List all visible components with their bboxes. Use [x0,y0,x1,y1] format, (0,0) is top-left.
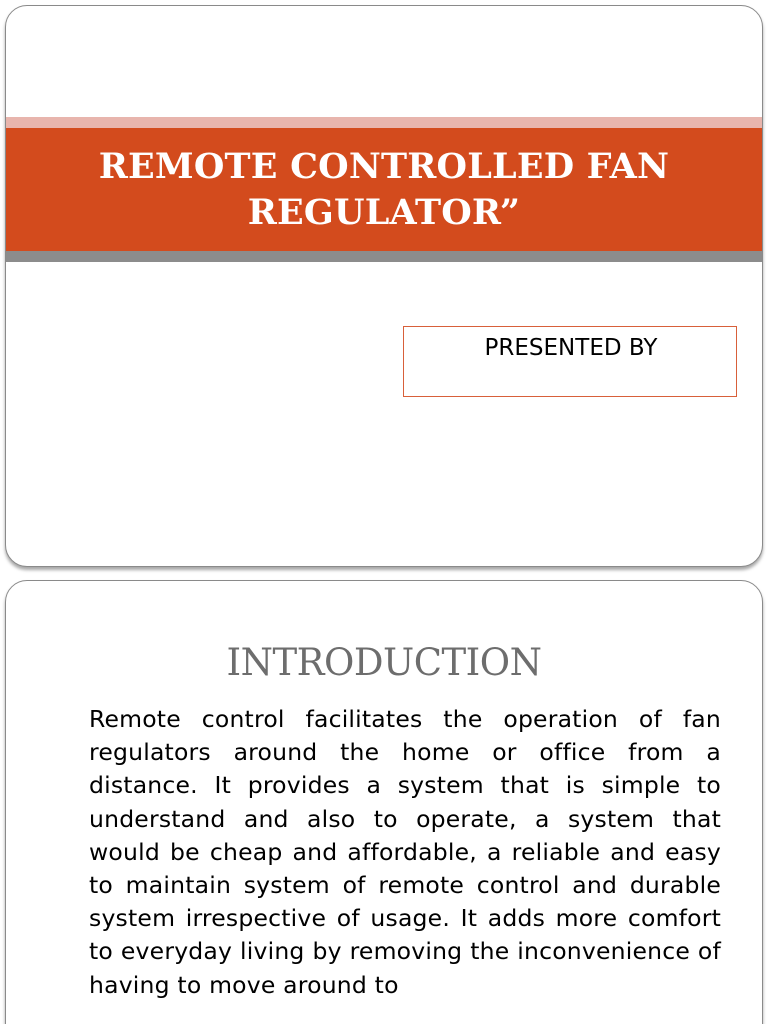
presented-by-label: PRESENTED BY [484,335,658,361]
introduction-body-text: Remote control facilitates the operation of fan regulators around the home or office from a distance. It provides a system that is simple to understand and also to operate, a system that would be cheap and affordable, a reliable and easy to maintain system of remote control and durable system irrespective of usage. It adds more comfort to everyday living by removing the inconvenience of having to move around to [89,705,721,999]
introduction-heading: INTRODUCTION [226,641,542,684]
introduction-slide [5,580,763,1024]
title-band [6,128,762,251]
title-band-bottom-stripe [6,251,762,262]
presented-by-box [403,326,737,397]
title-band-top-stripe [6,117,762,128]
presentation-title: REMOTE CONTROLLED FAN REGULATOR” [98,145,670,233]
title-slide [5,5,763,567]
